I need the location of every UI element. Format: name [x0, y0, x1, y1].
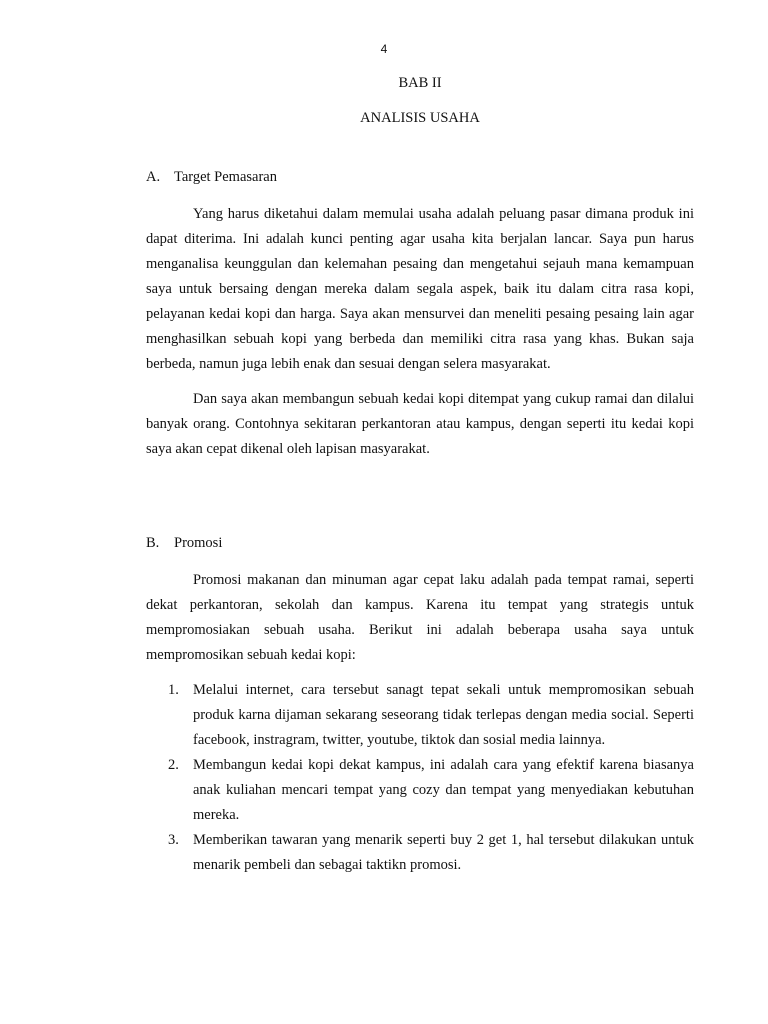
paragraph: Dan saya akan membangun sebuah kedai kopi ditempat yang cukup ramai dan dilalui banyak orang. Contohnya sekitaran perkantoran atau kampus, dengan seperti itu kedai kopi saya akan cepat dikenal oleh lapisan masyarakat. — [146, 391, 694, 457]
list-item-text: Melalui internet, cara tersebut sanagt tepat sekali untuk mempromosikan sebuah produk karna dijaman sekarang seseorang tidak terlepas dengan media social. Seperti facebook, instragram, twitter, youtube, tiktok dan sosial media lainnya. — [193, 682, 694, 748]
section-b-heading — [146, 535, 222, 552]
chapter-heading: BAB II — [398, 75, 442, 91]
list-item-number: 1. — [168, 682, 179, 698]
section-b-body — [146, 568, 694, 678]
list-item-text: Membangun kedai kopi dekat kampus, ini adalah cara yang efektif karena biasanya anak kuliahan mencari tempat yang cozy dan tempat yang menyediakan kebutuhan mereka. — [193, 757, 694, 823]
list-item — [146, 753, 694, 828]
list-item-number: 2. — [168, 757, 179, 773]
section-b-title: Promosi — [174, 535, 223, 551]
list-item — [146, 828, 694, 878]
chapter-title: ANALISIS USAHA — [360, 110, 480, 126]
section-b-letter: B. — [146, 535, 160, 551]
promotion-list — [146, 678, 694, 878]
paragraph: Promosi makanan dan minuman agar cepat laku adalah pada tempat ramai, seperti dekat perkantoran, sekolah dan kampus. Karena itu tempat yang strategis untuk mempromosiakan sebuah usaha. Berikut ini adalah beberapa usaha saya untuk mempromosikan sebuah kedai kopi: — [146, 572, 694, 663]
list-item — [146, 678, 694, 753]
list-item-text: Memberikan tawaran yang menarik seperti buy 2 get 1, hal tersebut dilakukan untuk menarik pembeli dan sebagai taktikn promosi. — [193, 832, 694, 873]
list-item-number: 3. — [168, 832, 179, 848]
section-a-body — [146, 202, 694, 472]
section-a-title: Target Pemasaran — [174, 169, 277, 185]
page-number: 4 — [380, 42, 388, 56]
section-a-heading — [146, 169, 277, 186]
section-a-letter: A. — [146, 169, 161, 185]
paragraph: Yang harus diketahui dalam memulai usaha adalah peluang pasar dimana produk ini dapat diterima. Ini adalah kunci penting agar usaha kita berjalan lancar. Saya pun harus menganalisa keunggulan dan kelemahan pesaing dan mengetahui sejauh mana kemampuan saya untuk bersaing dengan mereka dalam segala aspek, baik itu dalam citra rasa kopi, pelayanan kedai kopi dan harga. Saya akan mensurvei dan meneliti pesaing pesaing lain agar menghasilkan sebuah kopi yang berbeda dan memiliki citra rasa yang khas. Bukan saja berbeda, namun juga lebih enak dan sesuai dengan selera masyarakat. — [146, 206, 694, 372]
